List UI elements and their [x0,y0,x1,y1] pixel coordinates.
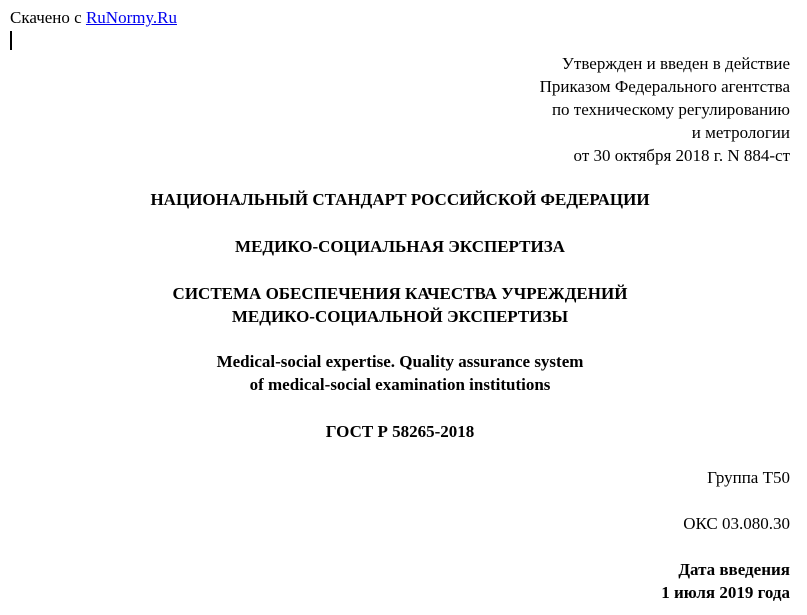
english-title [0,350,800,396]
group-code: Группа Т50 [707,468,790,487]
approval-line: и метрологии [691,123,790,142]
designation-text: ГОСТ Р 58265-2018 [325,422,475,441]
field-heading [0,235,800,258]
english-title-line: Medical-social expertise. Quality assurance system [216,352,584,371]
download-source-line [10,6,177,29]
subject-line: СИСТЕМА ОБЕСПЕЧЕНИЯ КАЧЕСТВА УЧРЕЖДЕНИЙ [172,284,628,303]
text-cursor [10,31,12,50]
standard-designation [0,420,800,443]
standard-type-heading [0,188,800,211]
subject-heading [0,282,800,328]
download-prefix: Скачено с [10,8,82,27]
approval-line: от 30 октября 2018 г. N 884-ст [573,146,790,165]
field-text: МЕДИКО-СОЦИАЛЬНАЯ ЭКСПЕРТИЗА [235,237,565,256]
introduction-date-block [661,558,790,604]
introduction-label: Дата введения [678,560,790,579]
oks-code: ОКС 03.080.30 [683,514,790,533]
english-title-line: of medical-social examination institutions [249,375,551,394]
introduction-date: 1 июля 2019 года [661,583,790,602]
approval-block [540,52,790,167]
standard-type-text: НАЦИОНАЛЬНЫЙ СТАНДАРТ РОССИЙСКОЙ ФЕДЕРАЦИИ [150,190,650,209]
subject-line: МЕДИКО-СОЦИАЛЬНОЙ ЭКСПЕРТИЗЫ [231,307,569,326]
runormy-link[interactable]: RuNormy.Ru [85,8,177,27]
approval-line: по техническому регулированию [551,100,790,119]
approval-line: Утвержден и введен в действие [561,54,790,73]
approval-line: Приказом Федерального агентства [539,77,790,96]
